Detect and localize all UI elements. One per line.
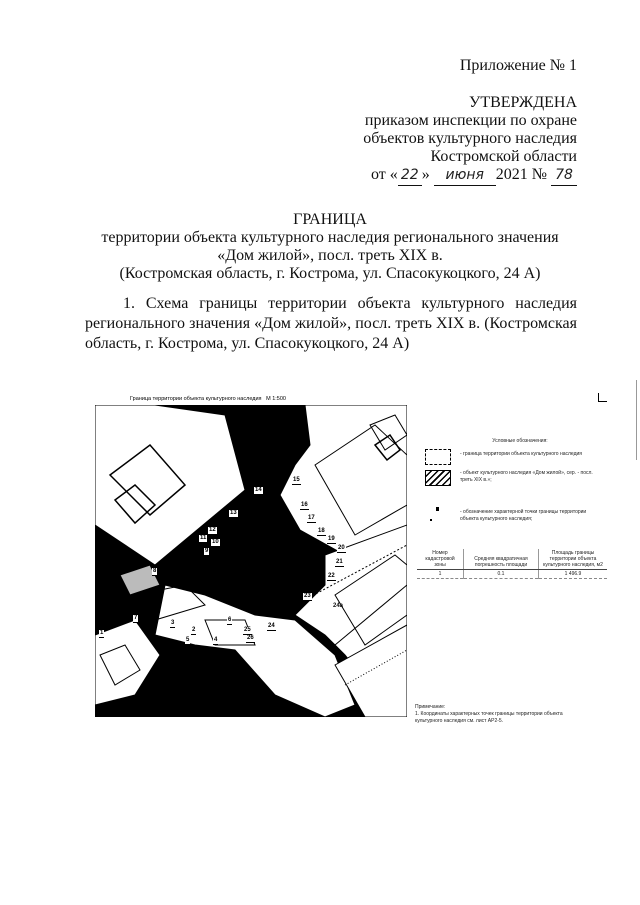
area-table xyxy=(417,549,607,579)
order-line-1: приказом инспекции по охране xyxy=(364,112,577,129)
date-day: 22 xyxy=(398,166,422,186)
point-label: 9 xyxy=(205,548,209,554)
point-label: 5 xyxy=(186,637,190,643)
table-header-row xyxy=(417,549,607,570)
cell-zone-number: 1 xyxy=(417,570,464,579)
point-label: 18 xyxy=(318,528,325,534)
point-label: 8 xyxy=(153,568,157,574)
cadastral-map xyxy=(95,405,407,717)
point-label: 21 xyxy=(336,559,343,565)
table-row xyxy=(417,570,607,579)
point-label: 15 xyxy=(293,477,300,483)
point-label: 14 xyxy=(255,487,262,493)
point-marker-icon xyxy=(436,507,439,511)
point-label: 6 xyxy=(228,617,232,623)
order-date-line xyxy=(300,165,577,186)
page-edge-line xyxy=(636,380,637,460)
point-label: 22 xyxy=(328,573,335,579)
cell-area: 1 496.9 xyxy=(539,570,608,579)
cell-rms-error: 0.1 xyxy=(464,570,539,579)
legend-title: Условные обозначения: xyxy=(492,438,548,444)
col-rms-error: Средняя квадратичная погрешность площади xyxy=(464,549,539,570)
point-label: 20 xyxy=(338,545,345,551)
point-label: 19 xyxy=(328,536,335,542)
point-label: 16 xyxy=(301,502,308,508)
order-number: 78 xyxy=(551,166,577,186)
document-title: ГРАНИЦА xyxy=(293,211,367,228)
map-drawing xyxy=(95,405,407,717)
note-title: Примечание: xyxy=(415,704,446,710)
date-mid: » xyxy=(421,166,430,183)
point-label: 2 xyxy=(192,627,196,633)
title-line-1: территории объекта культурного наследия регионального значения xyxy=(101,229,559,246)
title-line-2: «Дом жилой», посл. треть XIX в. xyxy=(217,247,443,264)
legend-item-boundary: - граница территории объекта культурного наследия xyxy=(460,451,583,457)
note-text: 1. Координаты характерных точек границы территории объекта культурного наследия см. лист АР2-5. xyxy=(415,711,563,724)
dashed-boundary-icon xyxy=(425,449,451,465)
point-label: 24 xyxy=(268,623,275,629)
point-label: 26 xyxy=(247,635,254,641)
hatched-object-icon xyxy=(425,470,451,486)
order-line-3: Костромской области xyxy=(430,148,577,165)
col-area: Площадь границы территории объекта культурного наследия, м2 xyxy=(539,549,608,570)
point-label: 23 xyxy=(304,593,311,599)
date-prefix: от « xyxy=(370,166,398,183)
point-dot-icon xyxy=(430,519,432,521)
point-label: 4 xyxy=(214,637,218,643)
appendix-label: Приложение № 1 xyxy=(459,57,577,74)
point-label: 11 xyxy=(200,535,207,541)
point-label: 25 xyxy=(244,627,251,633)
map-scale: М 1:500 xyxy=(266,396,286,402)
point-label: 12 xyxy=(209,527,216,533)
title-line-3: (Костромская область, г. Кострома, ул. Спасокукоцкого, 24 А) xyxy=(119,265,541,282)
point-label: 3 xyxy=(171,620,175,626)
date-year: 2021 № xyxy=(495,166,547,183)
approved-label: УТВЕРЖДЕНА xyxy=(468,94,577,111)
point-label: 13 xyxy=(230,510,237,516)
legend-item-point: - обозначение характерной точки границы территории объекта культурного наследия; xyxy=(460,509,587,522)
point-label: 10 xyxy=(212,539,219,545)
map-title: Граница территории объекта культурного наследия М 1:500 xyxy=(130,396,286,402)
date-month: июня xyxy=(434,166,496,186)
corner-mark xyxy=(598,393,607,402)
section-1-text: 1. Схема границы территории объекта культурного наследия регионального значения «Дом жилой», посл. треть XIX в. (Костромская область, г. Кострома, ул. Спасокукоцкого, 24 А) xyxy=(85,295,577,352)
order-line-2: объектов культурного наследия xyxy=(363,130,577,147)
col-zone-number: Номер кадастровой зоны xyxy=(417,549,464,570)
point-label: 1 xyxy=(100,630,104,636)
point-label: 17 xyxy=(308,515,315,521)
legend-item-object: - объект культурного наследия «Дом жилой», сер. - посл. треть XIX в.»; xyxy=(460,470,593,483)
building-label: 24а xyxy=(333,603,344,609)
point-label: 7 xyxy=(134,615,138,621)
